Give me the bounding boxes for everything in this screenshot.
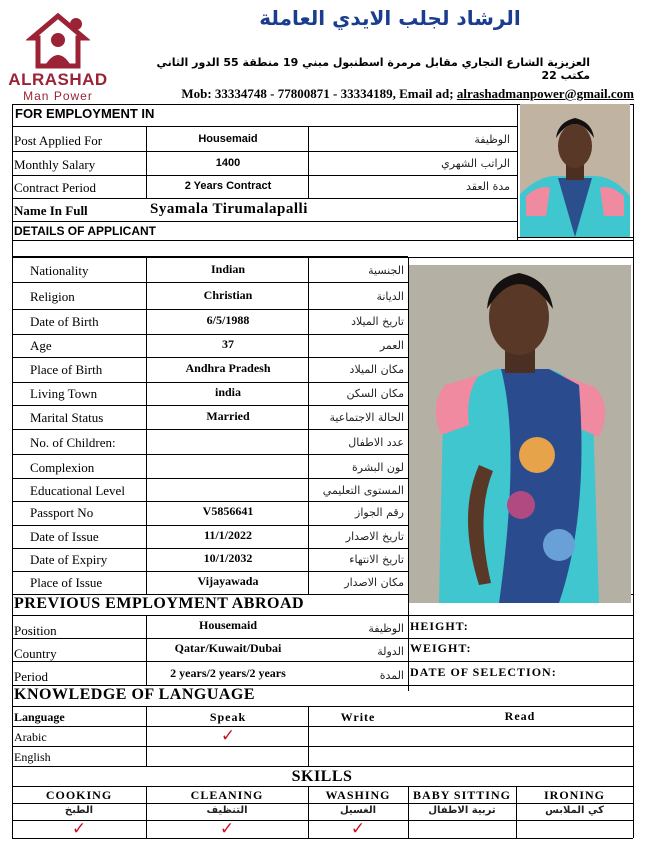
language-header-write: Write: [340, 710, 376, 724]
prev-country-label: Country: [14, 646, 57, 661]
detail-arabic-label: تاريخ الاصدار: [345, 530, 404, 543]
detail-value: 10/1/2032: [203, 551, 253, 565]
detail-value: V5856641: [202, 504, 254, 518]
table-rule: [12, 548, 408, 549]
table-rule: [12, 198, 518, 199]
skill-arabic-name: الطبخ: [64, 805, 94, 816]
table-rule: [12, 357, 408, 358]
prev-period-arabic: المدة: [379, 669, 404, 682]
detail-arabic-label: عدد الاطفال: [348, 436, 404, 449]
table-rule: [308, 126, 309, 198]
table-rule: [12, 766, 633, 767]
table-rule: [12, 615, 633, 616]
table-rule: [12, 803, 633, 804]
detail-label: Date of Expiry: [30, 552, 108, 567]
table-rule: [12, 382, 408, 383]
applicant-photo-large: [409, 265, 631, 603]
language-arabic-name: Arabic: [14, 730, 47, 744]
prev-country-value: Qatar/Kuwait/Dubai: [174, 641, 282, 655]
arabic-speak-check-icon: ✓: [220, 726, 236, 746]
table-rule: [517, 237, 633, 238]
monthly-salary-arabic: الراتب الشهري: [441, 157, 510, 170]
contract-period-arabic: مدة العقد: [466, 180, 510, 193]
table-rule: [12, 126, 518, 127]
table-rule: [12, 405, 408, 406]
prev-position-label: Position: [14, 623, 57, 638]
table-rule: [12, 104, 13, 838]
detail-label: Living Town: [30, 386, 98, 401]
detail-arabic-label: الديانة: [376, 290, 404, 303]
skill-name: BABY SITTING: [413, 788, 511, 802]
detail-label: Nationality: [30, 263, 89, 278]
logo-emblem-icon: [26, 12, 90, 70]
prev-country-arabic: الدولة: [377, 645, 404, 658]
contact-email[interactable]: alrashadmanpower@gmail.com: [456, 86, 634, 101]
monthly-salary-label: Monthly Salary: [14, 157, 96, 172]
detail-arabic-label: مكان الميلاد: [349, 363, 404, 376]
detail-arabic-label: تاريخ الانتهاء: [349, 553, 404, 566]
detail-value: Christian: [203, 288, 253, 302]
skill-check-icon: ✓: [219, 819, 235, 839]
employment-section-title: FOR EMPLOYMENT IN: [15, 106, 155, 121]
detail-label: Marital Status: [30, 410, 104, 425]
logo-subtitle: Man Power: [23, 89, 93, 103]
skill-check-icon: ✓: [71, 819, 87, 839]
detail-value: 11/1/2022: [203, 528, 252, 542]
table-rule: [146, 706, 147, 766]
detail-arabic-label: العمر: [379, 339, 404, 352]
applicant-photo-small: [520, 104, 630, 237]
detail-label: Religion: [30, 289, 75, 304]
skill-arabic-name: الغسيل: [339, 805, 376, 816]
detail-value: Vijayawada: [197, 574, 259, 588]
height-label: HEIGHT:: [410, 619, 469, 633]
language-section-title: KNOWLEDGE OF LANGUAGE: [14, 686, 256, 703]
language-header-speak: Speak: [209, 710, 247, 724]
skill-name: CLEANING: [190, 788, 264, 802]
prev-position-arabic: الوظيفة: [368, 622, 404, 635]
table-rule: [12, 571, 408, 572]
detail-value: india: [214, 385, 241, 399]
detail-label: Date of Birth: [30, 314, 99, 329]
table-rule: [12, 638, 633, 639]
monthly-salary-value: 1400: [215, 157, 241, 169]
detail-arabic-label: المستوى التعليمي: [322, 484, 404, 497]
table-rule: [12, 525, 408, 526]
table-rule: [12, 309, 408, 310]
post-applied-value: Housemaid: [198, 133, 258, 145]
language-header-language: Language: [14, 710, 65, 724]
date-of-selection-label: DATE OF SELECTION:: [410, 665, 557, 679]
detail-arabic-label: تاريخ الميلاد: [351, 315, 404, 328]
table-rule: [308, 257, 309, 594]
post-applied-label: Post Applied For: [14, 133, 103, 148]
table-rule: [146, 257, 147, 594]
company-address-arabic: العزيزية الشارع التجاري مقابل مرمرة اسطنبول مبني 19 منطقة 55 الدور الثاني مكتب 22: [156, 56, 590, 82]
table-rule: [12, 175, 518, 176]
table-rule: [517, 104, 518, 240]
full-name-label: Name In Full: [14, 203, 88, 218]
detail-arabic-label: الجنسية: [368, 264, 404, 277]
table-rule: [633, 104, 634, 838]
detail-label: Complexion: [30, 460, 95, 475]
table-rule: [12, 429, 408, 430]
details-section-title: DETAILS OF APPLICANT: [14, 224, 156, 238]
table-rule: [12, 501, 408, 502]
skill-arabic-name: كي الملابس: [545, 805, 604, 816]
detail-arabic-label: مكان السكن: [346, 387, 404, 400]
table-rule: [12, 334, 408, 335]
table-rule: [12, 726, 633, 727]
table-rule: [146, 126, 147, 198]
table-rule: [12, 282, 408, 283]
detail-value: Andhra Pradesh: [185, 361, 271, 375]
table-rule: [12, 661, 633, 662]
contact-numbers: Mob: 33334748 - 77800871 - 33334189, Email ad;: [181, 86, 457, 101]
detail-value: Indian: [210, 262, 246, 276]
prev-period-value: 2 years/2 years/2 years: [170, 666, 286, 680]
skill-name: WASHING: [325, 788, 391, 802]
table-rule: [12, 257, 408, 258]
previous-employment-title: PREVIOUS EMPLOYMENT ABROAD: [14, 595, 305, 612]
skill-arabic-name: تربية الاطفال: [428, 805, 496, 816]
detail-arabic-label: رقم الجواز: [355, 506, 404, 519]
detail-label: Place of Issue: [30, 575, 103, 590]
table-rule: [12, 706, 633, 707]
contract-period-label: Contract Period: [14, 180, 96, 195]
company-logo: [8, 12, 108, 102]
language-header-read: Read: [504, 709, 536, 723]
table-rule: [12, 478, 408, 479]
skills-section-title: SKILLS: [291, 768, 353, 785]
table-rule: [12, 786, 633, 787]
detail-label: Date of Issue: [30, 529, 99, 544]
skill-name: IRONING: [543, 788, 605, 802]
detail-value: Married: [206, 409, 250, 423]
weight-label: WEIGHT:: [410, 641, 472, 655]
detail-label: No. of Children:: [30, 435, 116, 450]
company-title-arabic: الرشاد لجلب الايدي العاملة: [259, 6, 521, 30]
detail-arabic-label: الحالة الاجتماعية: [329, 411, 404, 424]
skill-check-icon: ✓: [350, 819, 366, 839]
detail-value: 6/5/1988: [206, 313, 250, 327]
full-name-value: Syamala Tirumalapalli: [150, 201, 308, 217]
table-rule: [12, 746, 633, 747]
contract-period-value: 2 Years Contract: [184, 180, 272, 192]
detail-arabic-label: لون البشرة: [352, 461, 404, 474]
detail-label: Place of Birth: [30, 362, 103, 377]
skill-arabic-name: التنظيف: [206, 805, 248, 816]
table-rule: [12, 221, 518, 222]
skill-name: COOKING: [45, 788, 113, 802]
contact-line: [120, 86, 634, 102]
language-english-name: English: [14, 750, 51, 764]
table-rule: [12, 151, 518, 152]
detail-value: 37: [222, 337, 234, 351]
detail-arabic-label: مكان الاصدار: [344, 576, 404, 589]
table-rule: [12, 240, 633, 241]
table-rule: [146, 615, 147, 685]
table-rule: [12, 454, 408, 455]
logo-name: ALRASHAD: [8, 70, 108, 89]
detail-label: Age: [30, 338, 52, 353]
detail-label: Passport No: [30, 505, 94, 520]
detail-label: Educational Level: [30, 483, 125, 498]
prev-position-value: Housemaid: [198, 618, 257, 632]
post-applied-arabic: الوظيفة: [474, 133, 510, 146]
prev-period-label: Period: [14, 669, 48, 684]
